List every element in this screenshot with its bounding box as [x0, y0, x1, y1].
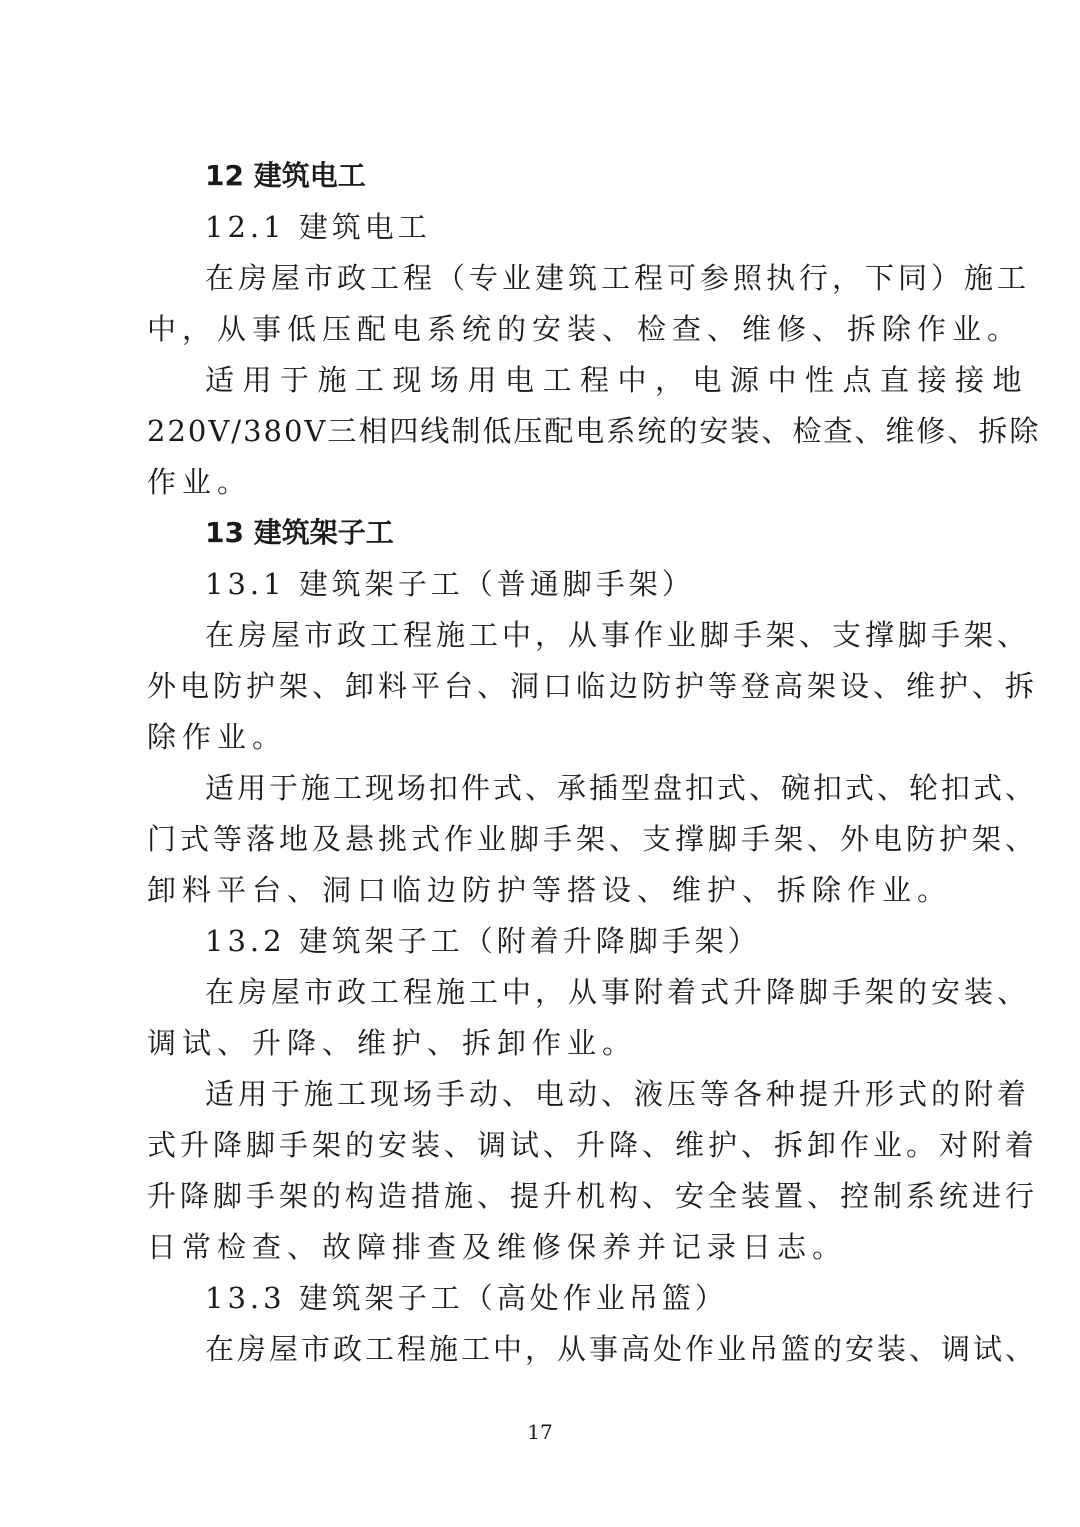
paragraph-line: 适用于施工现场手动、电动、液压等各种提升形式的附着: [205, 1077, 1031, 1111]
paragraph-line: 在房屋市政工程（专业建筑工程可参照执行，下同）施工: [205, 261, 1031, 295]
subsection-heading-13-2: 13.2 建筑架子工（附着升降脚手架）: [205, 924, 761, 958]
paragraph-line: 卸料平台、洞口临边防护等搭设、维护、拆除作业。: [147, 873, 953, 907]
paragraph-line: 外电防护架、卸料平台、洞口临边防护等登高架设、维护、拆: [147, 669, 1039, 703]
paragraph-line: 作业。: [147, 465, 253, 499]
page-number: 17: [527, 1420, 553, 1444]
paragraph-line: 日常检查、故障排查及维修保养并记录日志。: [147, 1230, 848, 1264]
section-heading-12: 12 建筑电工: [205, 159, 366, 192]
paragraph-line: 在房屋市政工程施工中，从事高处作业吊篮的安装、调试、: [205, 1332, 1038, 1366]
paragraph-line: 升降脚手架的构造措施、提升机构、安全装置、控制系统进行: [147, 1179, 1039, 1213]
section-heading-13: 13 建筑架子工: [205, 516, 394, 549]
paragraph-line: 220V/380V三相四线制低压配电系统的安装、检查、维修、拆除: [147, 414, 1041, 448]
paragraph-line: 在房屋市政工程施工中，从事作业脚手架、支撑脚手架、: [205, 618, 1031, 652]
paragraph-line: 除作业。: [147, 720, 288, 754]
subsection-heading-13-3: 13.3 建筑架子工（高处作业吊篮）: [205, 1281, 728, 1315]
paragraph-line: 门式等落地及悬挑式作业脚手架、支撑脚手架、外电防护架、: [147, 822, 1039, 856]
subsection-heading-13-1: 13.1 建筑架子工（普通脚手架）: [205, 567, 695, 601]
paragraph-line: 调试、升降、维护、拆卸作业。: [147, 1026, 638, 1060]
paragraph-line: 在房屋市政工程施工中，从事附着式升降脚手架的安装、: [205, 975, 1031, 1009]
paragraph-line: 适用于施工现场扣件式、承插型盘扣式、碗扣式、轮扣式、: [205, 771, 1038, 805]
subsection-heading-12-1: 12.1 建筑电工: [205, 210, 431, 244]
paragraph-line: 适用于施工现场用电工程中，电源中性点直接接地: [205, 363, 1031, 397]
paragraph-line: 式升降脚手架的安装、调试、升降、维护、拆卸作业。对附着: [147, 1128, 1039, 1162]
paragraph-line: 中，从事低压配电系统的安装、检查、维修、拆除作业。: [147, 312, 1023, 346]
